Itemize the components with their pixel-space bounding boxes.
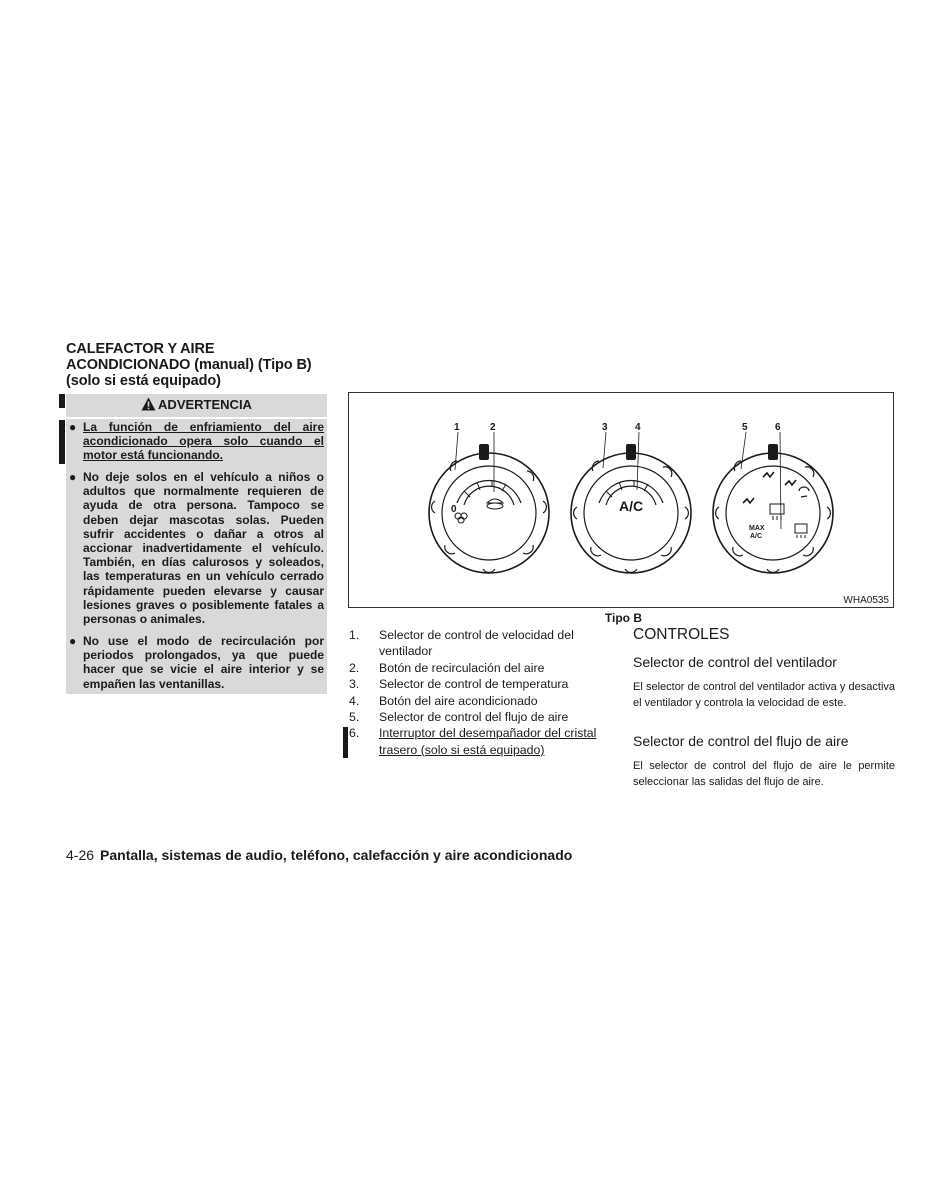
list-text: Selector de control de velocidad del ventilador (379, 628, 574, 659)
control-panel-figure (348, 392, 894, 608)
figure-code: WHA0535 (843, 595, 889, 606)
list-number: 6. (349, 726, 360, 741)
knob-indicator (479, 444, 489, 460)
warning-triangle-icon (141, 397, 156, 416)
warning-header-text: ADVERTENCIA (158, 397, 252, 412)
knob-indicator (626, 444, 636, 460)
warning-item (66, 634, 327, 691)
list-text: Selector de control del flujo de aire (379, 710, 569, 725)
warning-item (66, 420, 327, 463)
change-bar (59, 420, 65, 464)
max-ac-label: MAX (749, 525, 765, 532)
callout-6: 6 (775, 422, 781, 433)
list-item (349, 725, 617, 758)
warning-divider (66, 417, 327, 419)
max-ac-label: A/C (750, 533, 763, 540)
warning-box (66, 394, 327, 694)
section-title-line: ACONDICIONADO (manual) (Tipo B) (66, 357, 312, 373)
list-text: Botón de recirculación del aire (379, 660, 545, 675)
list-text: Botón del aire acondicionado (379, 693, 538, 708)
control-panel-illustration (349, 393, 893, 607)
callout-4: 4 (635, 422, 641, 433)
callout-3: 3 (602, 422, 608, 433)
controls-heading: CONTROLES (633, 626, 730, 643)
list-number: 2. (349, 660, 360, 675)
knob-indicator (768, 444, 778, 460)
section-title-line: CALEFACTOR Y AIRE (66, 341, 215, 357)
warning-header (66, 396, 327, 416)
change-bar (59, 394, 65, 408)
bullet-icon: ● (69, 634, 77, 648)
list-text: Interruptor del desempañador del cristal trasero (solo si está equipado) (379, 726, 597, 757)
warning-item (66, 470, 327, 626)
callout-2: 2 (490, 422, 496, 433)
change-bar (343, 727, 348, 758)
fan-selector-text: El selector de control del ventilador activa y desactiva el ventilador y controla la velocidad de este. (633, 681, 895, 709)
list-item (349, 660, 617, 676)
fan-speed-dial (429, 453, 549, 573)
list-text: Selector de control de temperatura (379, 677, 569, 692)
warning-item-text: No use el modo de recirculación por periodos prolongados, ya que puede hacer que se vicie el aire interior y se empañen las ventanillas. (83, 634, 324, 691)
page-footer (66, 847, 572, 863)
list-item (349, 709, 617, 725)
flow-selector-text: El selector de control del flujo de aire le permite seleccionar las salidas del flujo de aire. (633, 760, 895, 788)
ac-label: A/C (619, 498, 644, 514)
list-number: 4. (349, 693, 360, 708)
list-item (349, 693, 617, 709)
callout-1: 1 (454, 422, 460, 433)
fan-selector-heading: Selector de control del ventilador (633, 654, 837, 670)
component-list (349, 627, 617, 758)
bullet-icon: ● (69, 470, 77, 484)
list-item (349, 676, 617, 692)
list-number: 3. (349, 677, 360, 692)
list-item (349, 627, 617, 660)
callout-5: 5 (742, 422, 748, 433)
bullet-icon: ● (69, 420, 77, 434)
fan-zero-label: 0 (451, 504, 457, 515)
section-title (66, 341, 336, 389)
section-title-line: (solo si está equipado) (66, 373, 221, 389)
list-number: 5. (349, 710, 360, 725)
list-number: 1. (349, 628, 360, 642)
figure-caption: Tipo B (604, 611, 642, 625)
chapter-title: Pantalla, sistemas de audio, teléfono, calefacción y aire acondicionado (100, 847, 573, 863)
warning-item-text: La función de enfriamiento del aire acondicionado opera solo cuando el motor está funcionando. (83, 420, 324, 463)
page-number: 4-26 (66, 847, 95, 863)
flow-selector-heading: Selector de control del flujo de aire (633, 733, 849, 749)
air-flow-dial (713, 453, 833, 573)
warning-item-text: No deje solos en el vehículo a niños o adultos que normalmente requieren de ayuda de otra persona. Tampoco se deben dejar mascotas solas. Pueden sufrir accidentes o dañar a otros al accionar inadvertidamente el vehículo. También, en días calurosos y soleados, las temperaturas en un vehículo cerrado rápidamente pueden elevarse y causar lesiones graves o posiblemente fatales a personas o animales. (83, 470, 324, 627)
